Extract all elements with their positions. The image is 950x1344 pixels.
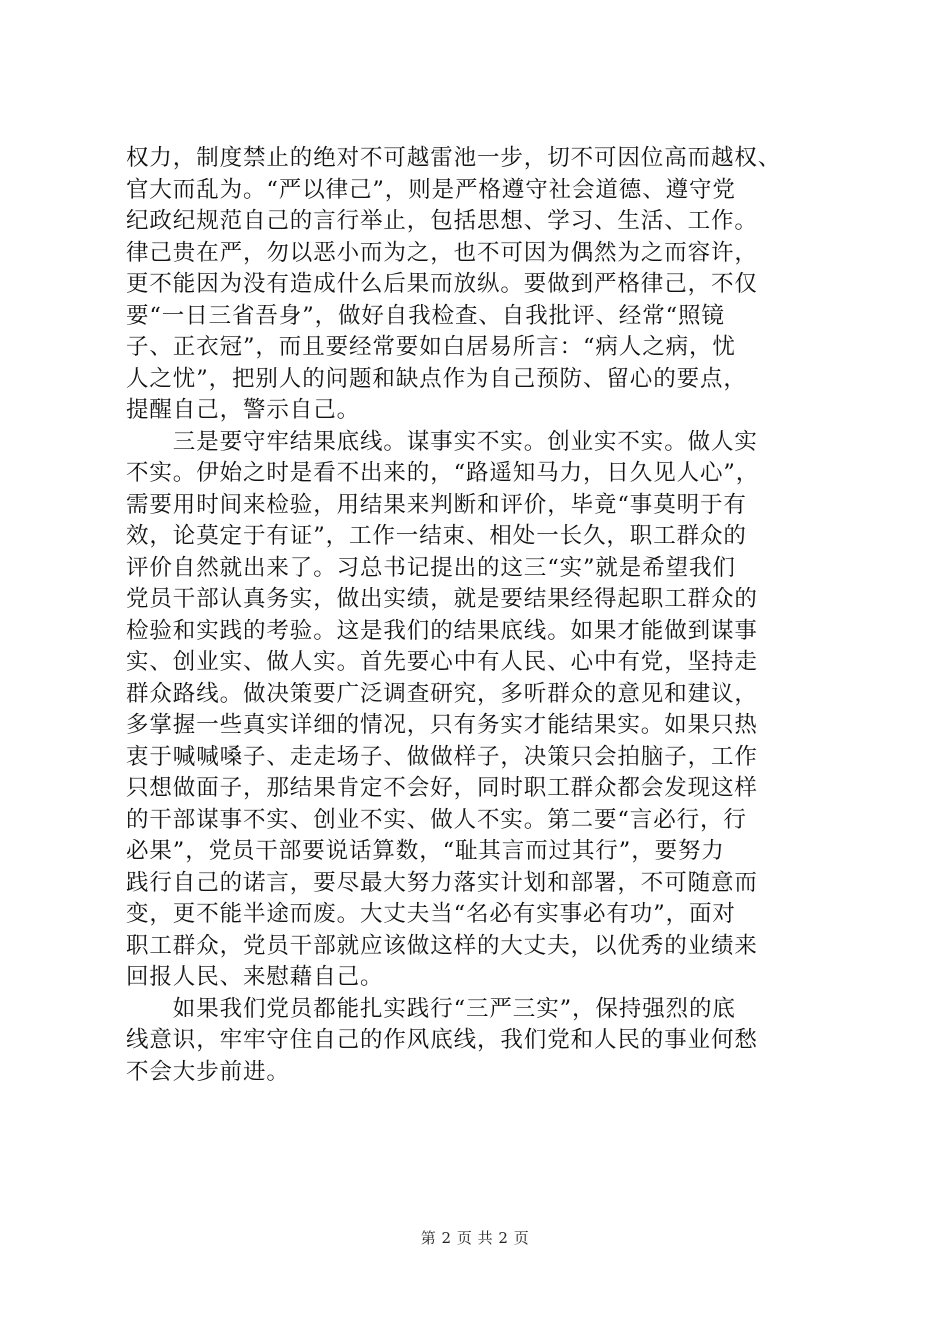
text-line: 需要用时间来检验，用结果来判断和评价，毕竟“事莫明于有 — [126, 491, 747, 518]
text-line: 更不能因为没有造成什么后果而放纵。要做到严格律己，不仅 — [126, 271, 758, 297]
text-line: 不实。伊始之时是看不出来的，“路遥知马力，日久见人心”， — [126, 460, 760, 486]
text-line: 纪政纪规范自己的言行举止，包括思想、学习、生活、工作。 — [126, 208, 758, 234]
text-line: 效，论莫定于有证”，工作一结束、相处一长久，职工群众的 — [126, 523, 747, 549]
text-line: 提醒自己，警示自己。 — [126, 397, 361, 423]
text-line: 群众路线。做决策要广泛调查研究，多听群众的意见和建议， — [126, 680, 758, 707]
text-line: 衷于喊喊嗓子、走走场子、做做样子，决策只会拍脑子，工作 — [126, 743, 758, 770]
text-line: 官大而乱为。“严以律己”，则是严格遵守社会道德、遵守党 — [126, 176, 736, 203]
text-line: 职工群众，党员干部就应该做这样的大丈夫，以优秀的业绩来 — [126, 932, 758, 959]
text-line: 的干部谋事不实、创业不实、做人不实。第二要“言必行，行 — [126, 806, 747, 833]
body-text — [126, 143, 836, 1088]
text-line: 如果我们党员都能扎实践行“三严三实”，保持强烈的底 — [126, 995, 736, 1022]
text-line: 变，更不能半途而废。大丈夫当“名必有实事必有功”，面对 — [126, 901, 736, 927]
text-line: 必果”，党员干部要说话算数，“耻其言而过其行”，要努力 — [126, 838, 725, 864]
text-line: 多掌握一些真实详细的情况，只有务实才能结果实。如果只热 — [126, 712, 758, 738]
text-line: 子、正衣冠”，而且要经常要如白居易所言：“病人之病，忧 — [126, 334, 736, 360]
text-line: 检验和实践的考验。这是我们的结果底线。如果才能做到谋事 — [126, 617, 758, 644]
text-line: 践行自己的诺言，要尽最大努力落实计划和部署，不可随意而 — [126, 869, 758, 896]
text-line: 线意识，牢牢守住自己的作风底线，我们党和人民的事业何愁 — [126, 1027, 758, 1053]
text-line: 权力，制度禁止的绝对不可越雷池一步，切不可因位高而越权、 — [126, 145, 782, 171]
text-line: 只想做面子，那结果肯定不会好，同时职工群众都会发现这样 — [126, 775, 758, 801]
text-line: 实、创业实、做人实。首先要心中有人民、心中有党，坚持走 — [126, 649, 758, 675]
text-line: 评价自然就出来了。习总书记提出的这三“实”就是希望我们 — [126, 554, 736, 581]
text-line: 回报人民、来慰藉自己。 — [126, 964, 384, 990]
text-line: 人之忧”，把别人的问题和缺点作为自己预防、留心的要点， — [126, 365, 747, 392]
text-line: 不会大步前进。 — [126, 1058, 290, 1085]
text-line: 要“一日三省吾身”，做好自我检查、自我批评、经常“照镜 — [126, 302, 725, 329]
text-line: 三是要守牢结果底线。谋事实不实。创业实不实。做人实 — [126, 428, 758, 455]
page-number-footer: 第 2 页 共 2 页 — [420, 1229, 530, 1247]
text-line: 党员干部认真务实，做出实绩，就是要结果经得起职工群众的 — [126, 586, 758, 612]
text-line: 律己贵在严，勿以恶小而为之，也不可因为偶然为之而容许， — [126, 239, 758, 266]
